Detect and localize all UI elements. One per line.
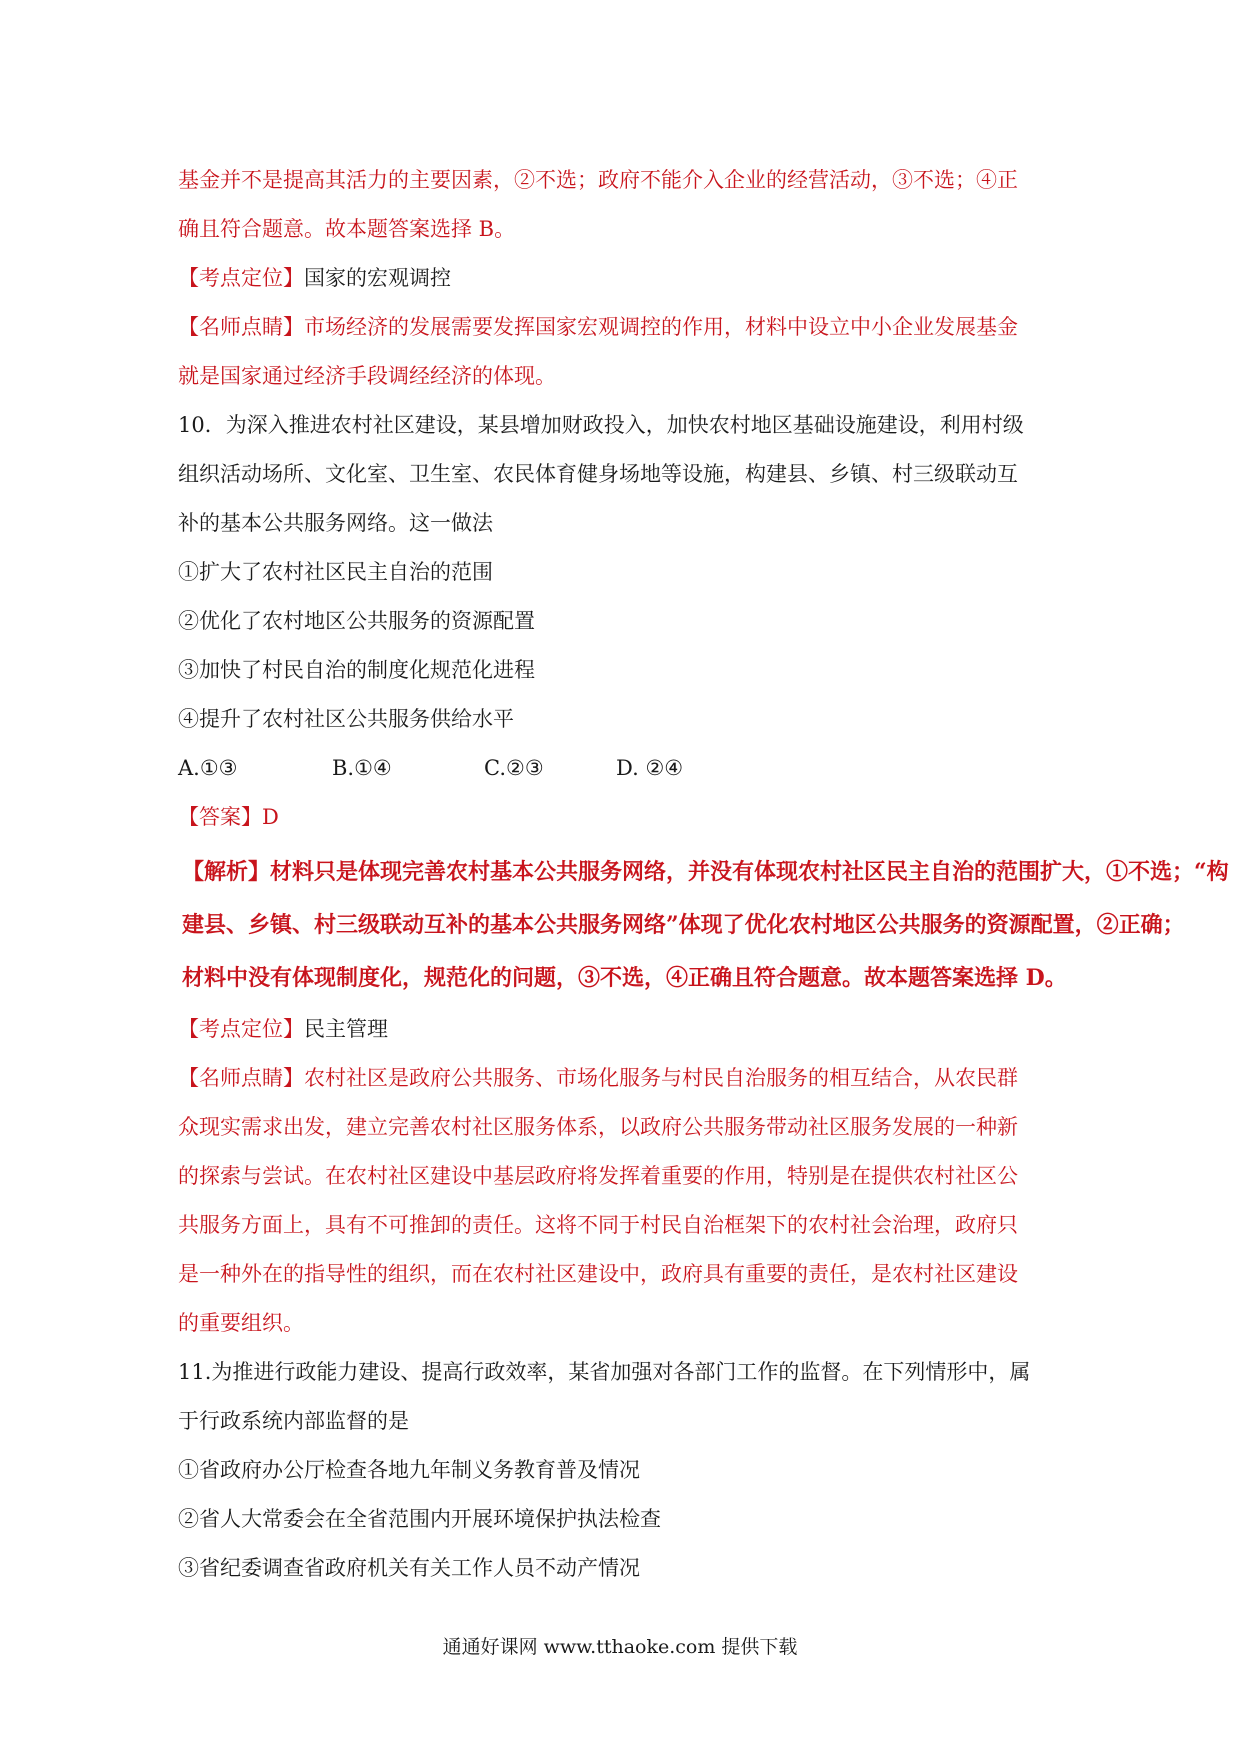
answer-tag: 【答案】	[178, 805, 262, 829]
option-c: C.②③	[484, 756, 544, 780]
q10-point-line	[178, 1005, 1078, 1054]
tip-text: 市场经济的发展需要发挥国家宏观调控的作用，材料中设立中小企业发展基金	[304, 315, 1018, 339]
tip-tag: 【名师点睛】	[178, 1066, 304, 1090]
q10-stem-line: 组织活动场所、文化室、卫生室、农民体育健身场地等设施，构建县、乡镇、村三级联动互	[178, 462, 1018, 486]
q9-tip-line: 就是国家通过经济手段调经经济的体现。	[178, 364, 556, 388]
q11-item: ①省政府办公厅检查各地九年制义务教育普及情况	[178, 1458, 640, 1482]
q10-stem-line: 补的基本公共服务网络。这一做法	[178, 511, 493, 535]
analysis-line: 材料中没有体现制度化，规范化的问题，③不选，④正确且符合题意。故本题答案选择 D。	[182, 965, 1067, 991]
q10-options	[178, 744, 1078, 793]
analysis-tag: 【解析】	[182, 859, 271, 885]
point-tag: 【考点定位】	[178, 1017, 304, 1041]
answer-text: D	[262, 805, 279, 829]
q10-tip-line: 共服务方面上，具有不可推卸的责任。这将不同于村民自治框架下的农村社会治理，政府只	[178, 1213, 1018, 1237]
analysis-line	[182, 846, 1229, 899]
q10-tip-line: 的重要组织。	[178, 1311, 304, 1335]
q11-item: ②省人大常委会在全省范围内开展环境保护执法检查	[178, 1507, 661, 1531]
q10-tip-line: 是一种外在的指导性的组织，而在农村社区建设中，政府具有重要的责任，是农村社区建设	[178, 1262, 1018, 1286]
q9-point-line	[178, 254, 1078, 303]
analysis-text: 材料只是体现完善农村基本公共服务网络，并没有体现农村社区民主自治的范围扩大，①不选；“构	[270, 859, 1229, 885]
point-text: 民主管理	[304, 1017, 388, 1041]
q11-stem-line: 于行政系统内部监督的是	[178, 1409, 409, 1433]
q10-tip-line: 众现实需求出发，建立完善农村社区服务体系，以政府公共服务带动社区服务发展的一种新	[178, 1115, 1018, 1139]
document-body	[178, 156, 1229, 1593]
q10-stem-line: 10．为深入推进农村社区建设，某县增加财政投入，加快农村地区基础设施建设，利用村级	[178, 413, 1024, 437]
paragraph-line: 确且符合题意。故本题答案选择 B。	[178, 217, 516, 241]
q10-answer-line	[178, 793, 1078, 842]
option-d: D. ②④	[616, 756, 684, 780]
option-b: B.①④	[332, 756, 392, 780]
q11-item: ③省纪委调查省政府机关有关工作人员不动产情况	[178, 1556, 640, 1580]
q9-tip-line	[178, 303, 1078, 352]
paragraph-line: 基金并不是提高其活力的主要因素，②不选；政府不能介入企业的经营活动，③不选；④正	[178, 168, 1018, 192]
tip-text: 农村社区是政府公共服务、市场化服务与村民自治服务的相互结合，从农民群	[304, 1066, 1018, 1090]
q10-analysis	[182, 846, 1229, 1005]
q10-tip-line	[178, 1054, 1078, 1103]
q11-stem-line: 11.为推进行政能力建设、提高行政效率，某省加强对各部门工作的监督。在下列情形中，属	[178, 1360, 1031, 1384]
q10-item: ②优化了农村地区公共服务的资源配置	[178, 609, 535, 633]
q10-tip-line: 的探索与尝试。在农村社区建设中基层政府将发挥着重要的作用，特别是在提供农村社区公	[178, 1164, 1018, 1188]
q10-item: ④提升了农村社区公共服务供给水平	[178, 707, 514, 731]
page-footer: 通通好课网 www.tthaoke.com 提供下载	[442, 1636, 798, 1658]
q10-item: ①扩大了农村社区民主自治的范围	[178, 560, 493, 584]
q10-item: ③加快了村民自治的制度化规范化进程	[178, 658, 535, 682]
option-a: A.①③	[178, 756, 238, 780]
point-tag: 【考点定位】	[178, 266, 304, 290]
tip-tag: 【名师点睛】	[178, 315, 304, 339]
analysis-line: 建县、乡镇、村三级联动互补的基本公共服务网络”体现了优化农村地区公共服务的资源配置，②正确；	[182, 912, 1185, 938]
point-text: 国家的宏观调控	[304, 266, 451, 290]
